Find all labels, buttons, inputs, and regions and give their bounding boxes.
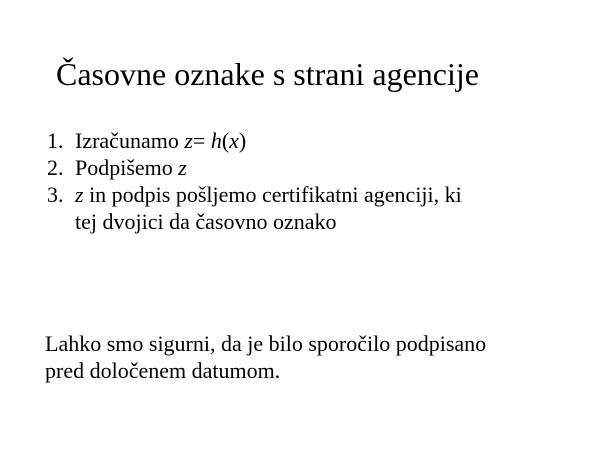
text-segment: in podpis pošljemo certifikatni agenciji, ki	[83, 182, 462, 207]
list-text	[75, 181, 587, 208]
variable-x: x	[229, 128, 239, 153]
function-h: h	[210, 128, 222, 153]
text-segment: Izračunamo	[75, 128, 185, 153]
slide-title: Časovne oznake s strani agencije	[56, 56, 479, 92]
list-item-1	[47, 127, 587, 154]
numbered-list	[47, 127, 587, 235]
paren-open: (	[221, 128, 230, 153]
list-number: 2.	[47, 155, 64, 180]
list-number: 3.	[47, 182, 64, 207]
list-text	[75, 127, 587, 154]
conclusion-note	[45, 330, 601, 384]
text-segment: =	[192, 128, 211, 153]
variable-z: z	[184, 128, 193, 153]
paren-close: )	[238, 128, 247, 153]
note-line: pred določenem datumom.	[45, 358, 281, 383]
list-text	[75, 154, 587, 181]
variable-z: z	[75, 182, 84, 207]
list-item-3	[47, 181, 587, 208]
note-line: Lahko smo sigurni, da je bilo sporočilo podpisano	[45, 331, 487, 356]
list-item-2	[47, 154, 587, 181]
text-segment: Podpišemo	[75, 155, 179, 180]
list-number: 1.	[47, 128, 64, 153]
list-item-3-continuation: tej dvojici da časovno oznako	[75, 209, 337, 234]
variable-z: z	[178, 155, 187, 180]
